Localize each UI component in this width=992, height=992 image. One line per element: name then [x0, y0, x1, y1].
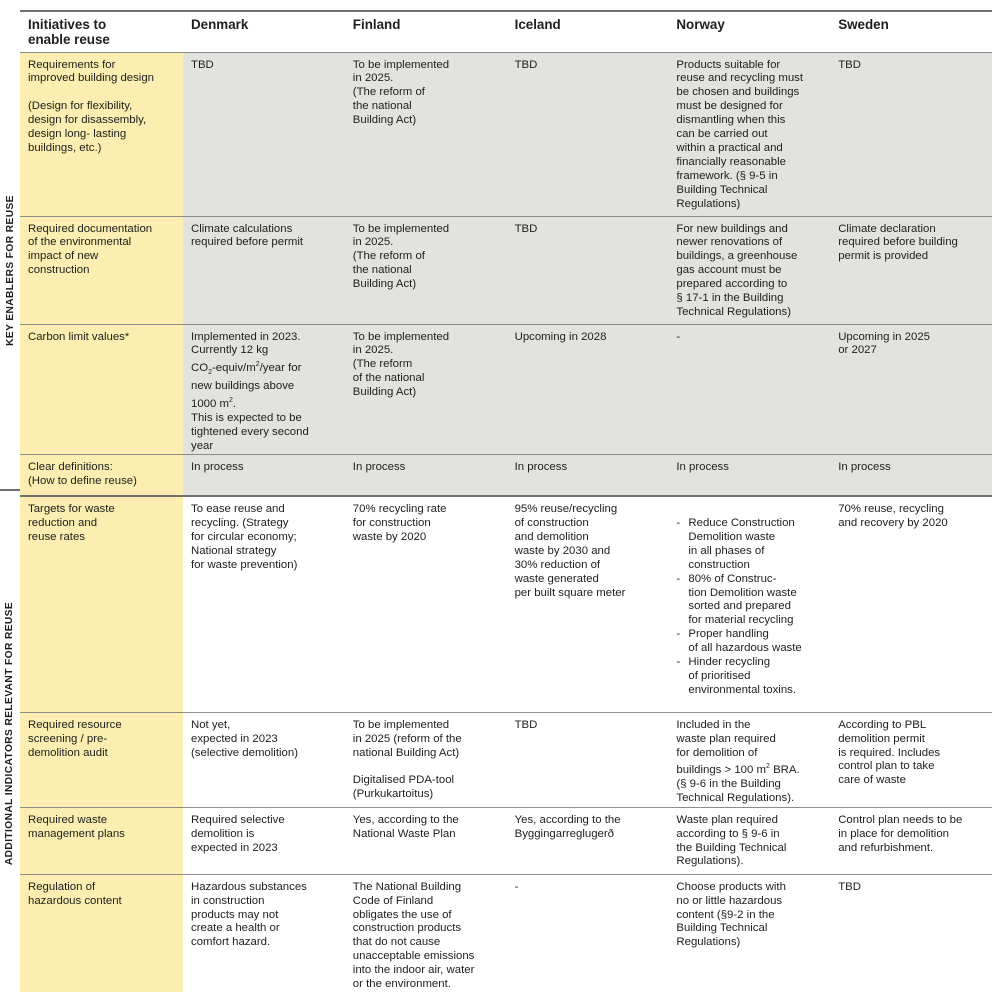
list-item: - Hinder recycling of prioritised environmental toxins.: [676, 656, 822, 698]
initiatives-table: [20, 10, 992, 992]
table-row: [20, 52, 992, 216]
norway-cell: -: [668, 324, 830, 454]
header-iceland: Iceland: [507, 11, 669, 52]
norway-cell: Included in the waste plan required for demolition of buildings > 100 $m^2$ BRA. (§ 9-6 in the Building Technical Regulations).: [668, 712, 830, 807]
table-header-row: [20, 11, 992, 52]
initiative-cell: Clear definitions: (How to define reuse): [20, 454, 183, 496]
iceland-cell: Upcoming in 2028: [507, 324, 669, 454]
initiative-cell: Required waste management plans: [20, 807, 183, 874]
table-row: [20, 712, 992, 807]
sweden-cell: Upcoming in 2025 or 2027: [830, 324, 992, 454]
header-finland: Finland: [345, 11, 507, 52]
norway-target-list: [676, 517, 822, 698]
table-row: [20, 874, 992, 992]
denmark-cell: Implemented in 2023. Currently 12 kg $CO_2-equiv/m^2$/year for new buildings above 1000 $m^2$. This is expected to be tightened every second year: [183, 324, 345, 454]
iceland-cell: TBD: [507, 52, 669, 216]
list-item: - 80% of Construc- tion Demolition waste sorted and prepared for material recycling: [676, 573, 822, 629]
superscript: 2: [766, 763, 770, 771]
norway-cell: Waste plan required according to § 9-6 in the Building Technical Regulations).: [668, 807, 830, 874]
initiative-cell: Requirements for improved building design (Design for flexibility, design for disassembly, design long- lasting buildings, etc.): [20, 52, 183, 216]
initiative-cell: Targets for waste reduction and reuse rates: [20, 496, 183, 712]
iceland-cell: TBD: [507, 712, 669, 807]
finland-cell: To be implemented in 2025. (The reform of the national Building Act): [345, 324, 507, 454]
group-label-key-enablers: KEY ENABLERS FOR REUSE: [4, 194, 16, 346]
initiative-cell: Required documentation of the environmental impact of new construction: [20, 216, 183, 324]
subscript: 2: [208, 369, 212, 377]
norway-cell: For new buildings and newer renovations of buildings, a greenhouse gas account must be prepared according to § 17-1 in the Building Technical Regulations): [668, 216, 830, 324]
table-row: [20, 216, 992, 324]
sweden-cell: 70% reuse, recycling and recovery by 2020: [830, 496, 992, 712]
list-item: - Reduce Construction Demolition waste in all phases of construction: [676, 517, 822, 573]
header-initiatives: Initiatives to enable reuse: [20, 11, 183, 52]
sweden-cell: TBD: [830, 874, 992, 992]
initiative-cell: Regulation of hazardous content: [20, 874, 183, 992]
list-item: - Proper handling of all hazardous waste: [676, 628, 822, 656]
finland-cell: Yes, according to the National Waste Plan: [345, 807, 507, 874]
iceland-cell: TBD: [507, 216, 669, 324]
group-label-additional-indicators: ADDITIONAL INDICATORS RELEVANT FOR REUSE: [4, 601, 16, 866]
iceland-cell: Yes, according to the Byggingarreglugerð: [507, 807, 669, 874]
sweden-cell: According to PBL demolition permit is required. Includes control plan to take care of waste: [830, 712, 992, 807]
denmark-cell: TBD: [183, 52, 345, 216]
table-row: [20, 496, 992, 712]
finland-cell: 70% recycling rate for construction waste by 2020: [345, 496, 507, 712]
iceland-cell: 95% reuse/recycling of construction and demolition waste by 2030 and 30% reduction of waste generated per built square meter: [507, 496, 669, 712]
iceland-cell: In process: [507, 454, 669, 496]
denmark-cell: To ease reuse and recycling. (Strategy for circular economy; National strategy for waste prevention): [183, 496, 345, 712]
sweden-cell: In process: [830, 454, 992, 496]
norway-cell: In process: [668, 454, 830, 496]
finland-cell: The National Building Code of Finland obligates the use of construction products that do not cause unacceptable emissions into the indoor air, water or the environment.: [345, 874, 507, 992]
sweden-cell: Control plan needs to be in place for demolition and refurbishment.: [830, 807, 992, 874]
norway-cell: Choose products with no or little hazardous content (§9-2 in the Building Technical Regulations): [668, 874, 830, 992]
denmark-cell: In process: [183, 454, 345, 496]
superscript: 2: [229, 397, 233, 405]
table-row: [20, 807, 992, 874]
norway-cell: [668, 496, 830, 712]
initiative-cell: Required resource screening / pre- demolition audit: [20, 712, 183, 807]
table-row: [20, 324, 992, 454]
finland-cell: To be implemented in 2025 (reform of the national Building Act) Digitalised PDA-tool (Purkukartoitus): [345, 712, 507, 807]
header-norway: Norway: [668, 11, 830, 52]
denmark-cell: Required selective demolition is expected in 2023: [183, 807, 345, 874]
initiative-cell: Carbon limit values*: [20, 324, 183, 454]
finland-cell: To be implemented in 2025. (The reform of the national Building Act): [345, 216, 507, 324]
superscript: 2: [255, 361, 260, 369]
finland-cell: In process: [345, 454, 507, 496]
sweden-cell: TBD: [830, 52, 992, 216]
table-row: [20, 454, 992, 496]
finland-cell: To be implemented in 2025. (The reform of the national Building Act): [345, 52, 507, 216]
denmark-cell: Climate calculations required before permit: [183, 216, 345, 324]
sweden-cell: Climate declaration required before building permit is provided: [830, 216, 992, 324]
header-denmark: Denmark: [183, 11, 345, 52]
denmark-cell: Hazardous substances in construction products may not create a health or comfort hazard.: [183, 874, 345, 992]
header-sweden: Sweden: [830, 11, 992, 52]
iceland-cell: -: [507, 874, 669, 992]
denmark-cell: Not yet, expected in 2023 (selective demolition): [183, 712, 345, 807]
norway-cell: Products suitable for reuse and recycling must be chosen and buildings must be designed for dismantling when this can be carried out within a practical and financially reasonable framework. (§ 9-5 in Building Technical Regulations): [668, 52, 830, 216]
